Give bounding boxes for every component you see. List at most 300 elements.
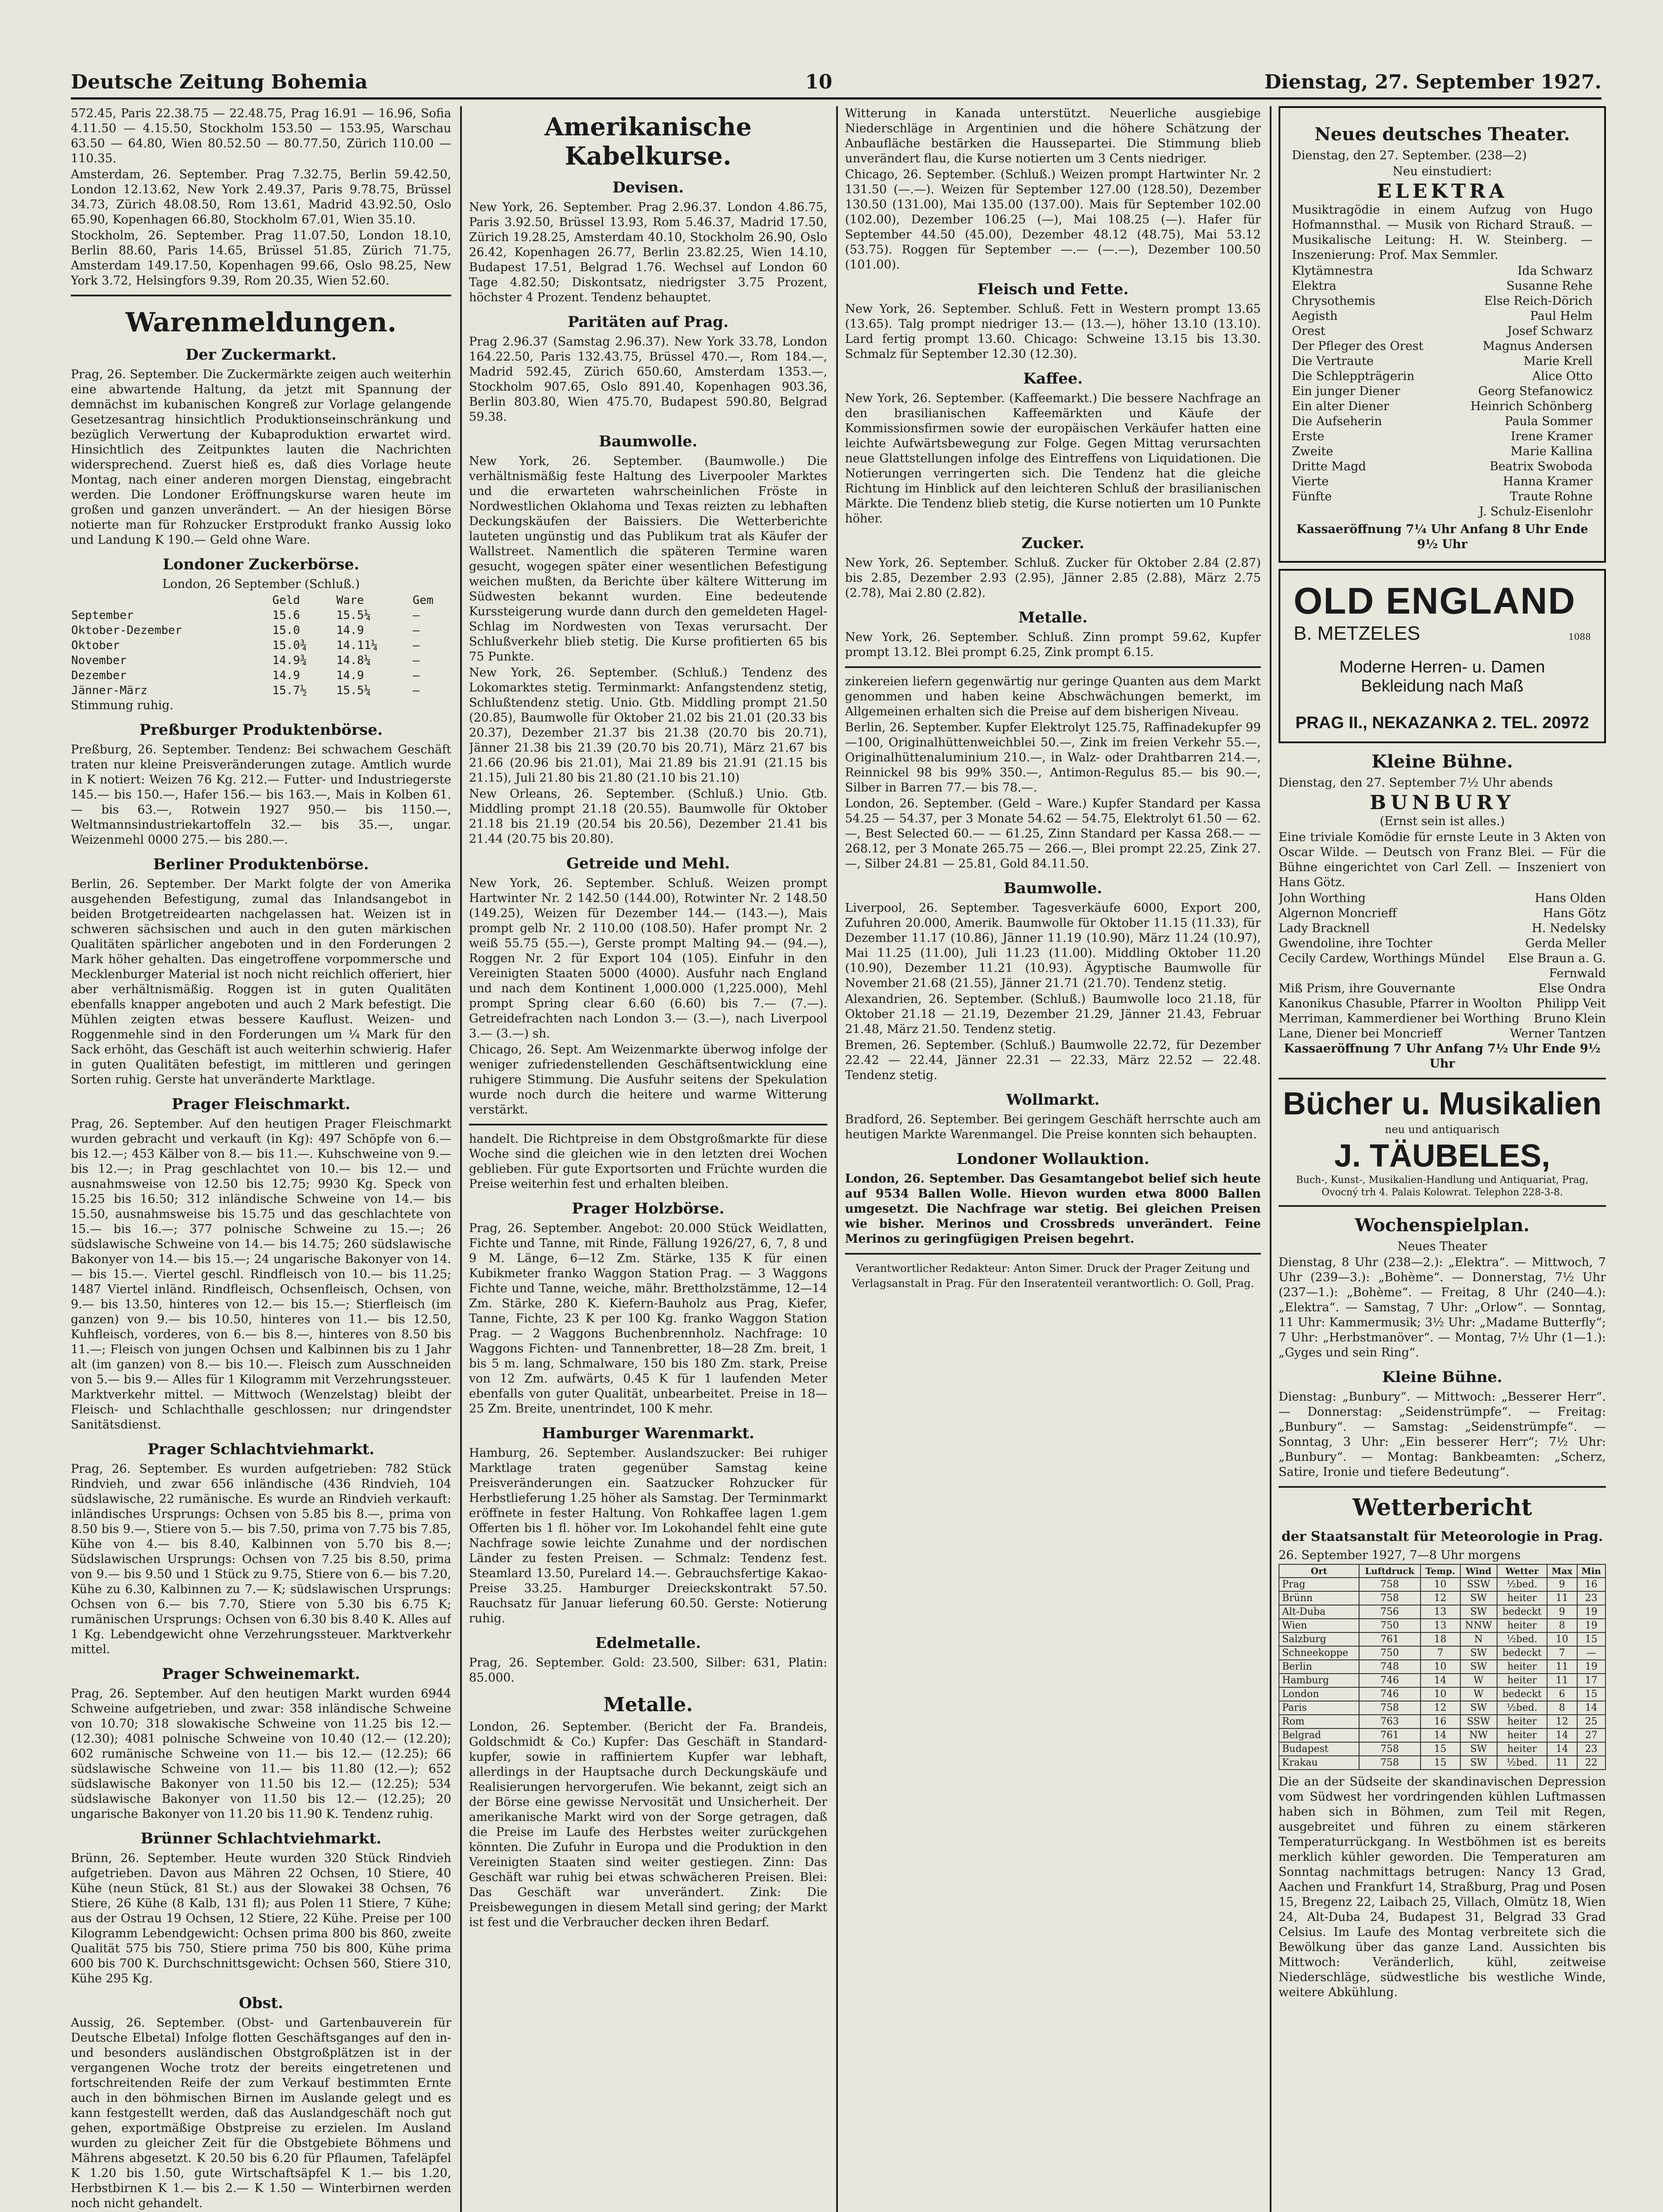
- play-description: Eine triviale Komödie für ernste Leute in 3 Akten von Oscar Wilde. — Deutsch von Franz Blei. — Für die Bühne eingerichtet von Carl Zell. — Inszeniert von Hans Götz.: [1279, 830, 1606, 889]
- theater-date: Dienstag, den 27. September 7½ Uhr abends: [1279, 776, 1553, 790]
- table-cell: heiter: [1497, 1674, 1548, 1687]
- table-cell: 22: [1577, 1756, 1605, 1770]
- table-cell: SW: [1460, 1756, 1497, 1770]
- subsection-title: Brünner Schlachtviehmarkt.: [140, 1830, 382, 1847]
- table-cell: 758: [1359, 1591, 1421, 1605]
- actor: J. Schulz-Eisenlohr: [1479, 505, 1593, 518]
- cast-row: [1292, 444, 1593, 459]
- table-row: [1279, 1619, 1605, 1632]
- table-cell: Oktober-Dezember: [71, 624, 182, 637]
- column-3: [845, 106, 1261, 2212]
- theater-announcement: [1279, 106, 1606, 563]
- table-row: [1279, 1742, 1605, 1756]
- currency-paragraph: 572.45, Paris 22.38.75 — 22.48.75, Prag 16.91 — 16.96, Sofia 4.11.50 — 4.15.50, Stockholm 153.50 — 153.95, Warschau 63.50 — 64.80, Wien 80.52.50 — 80.77.50, Zürich 110.00 — 110.35.: [71, 107, 451, 165]
- ad-owner-row: [1294, 622, 1591, 645]
- table-row: [1279, 1687, 1605, 1701]
- role: Der Pfleger des Orest: [1292, 339, 1424, 353]
- table-header-cell: Wetter: [1497, 1564, 1548, 1578]
- subsection-title: Der Zuckermarkt.: [185, 346, 337, 364]
- table-cell: NNW: [1460, 1619, 1497, 1632]
- table-row: [71, 653, 451, 668]
- table-cell: Krakau: [1279, 1756, 1359, 1770]
- table-cell: November: [71, 654, 127, 667]
- cast-row: [1279, 1011, 1606, 1026]
- cast-row: [1292, 279, 1593, 294]
- article-text: New Orleans, 26. September. (Schluß.) Unio. Gtb. Middling prompt 21.18 (20.55). Baumwolle für Oktober 21.18 bis 21.19 (20.54 bis 20.56), Dezember 21.41 bis 21.44 (20.75 bis 20.80).: [469, 787, 827, 846]
- divider: [1279, 1078, 1606, 1079]
- article-text: Berlin, 26. September. Kupfer Elektrolyt 125.75, Raffinadekupfer 99—100, Originalhüttenweichblei 50.—, Zink im freien Verkehr 55.—, Originalhüttenaluminium 210.—, in Walz- oder Drahtbarren 214.—, Reinnickel 98 bis 99% 350.—, Antimon-Regulus 85.— bis 90.—, Silber in Barren 77.— bis 78.—.: [845, 721, 1261, 795]
- table-cell: 15.7½: [272, 684, 307, 697]
- table-cell: 748: [1359, 1660, 1421, 1674]
- table-cell: Brünn: [1279, 1591, 1359, 1605]
- theater-note: Neu einstudiert:: [1392, 165, 1492, 178]
- cast-row: [1279, 966, 1606, 981]
- actor: Josef Schwarz: [1507, 324, 1593, 338]
- column-rule: [1270, 106, 1271, 2212]
- old-england-ad: [1279, 569, 1606, 743]
- cast-row: [1279, 891, 1606, 906]
- cast-row: [1279, 981, 1606, 996]
- table-cell: 15.5¼: [336, 684, 371, 697]
- table-cell: 16: [1421, 1715, 1460, 1728]
- article-text: zinkereien liefern gegenwärtig nur geringe Quanten aus dem Markt genommen und haben keine Abschwächungen bemerkt, im Allgemeinen erhalten sich die Preise auf dem bisherigen Niveau.: [845, 675, 1261, 718]
- header-date: Dienstag, 27. September 1927.: [1264, 71, 1602, 93]
- table-row: [1279, 1646, 1605, 1660]
- table-cell: 756: [1359, 1605, 1421, 1619]
- table-row: [71, 683, 451, 698]
- table-cell: SW: [1460, 1660, 1497, 1674]
- play-title: ELEKTRA: [1377, 180, 1508, 203]
- table-cell: 15.0: [272, 624, 300, 637]
- subsection-title: Zucker.: [1021, 534, 1085, 552]
- table-cell: NW: [1460, 1728, 1497, 1742]
- article-text: Prag, 26. September. Auf den heutigen Markt wurden 6944 Schweine aufgetrieben, und zwar: 358 inländische Schweine von 10.70; 318 slowakische Schweine von 11.25 bis 12.— (12.30); 4081 polnische Schweine von 10.40 (12.— (12.20); 602 rumänische Schweine von 11.— bis 12.— (12.25); 66 südslawische Schweine von 11.— bis 11.80 (12.—); 652 südslawische Bakonyer von 11.50 bis 12.— (12.25); 534 südslawische Bakonyer von 11.50 bis 12.— (12.25); 20 ungarische Bakonyer von 11.20 bis 11.90 K. Tendenz ruhig.: [71, 1687, 451, 1821]
- sugar-price-table: [71, 593, 451, 698]
- cast-row: [1292, 294, 1593, 309]
- table-cell: Oktober: [71, 639, 120, 652]
- weather-table-body: [1279, 1578, 1605, 1770]
- cast-row: [1279, 951, 1606, 966]
- table-cell: 746: [1359, 1674, 1421, 1687]
- table-cell: bedeckt: [1497, 1687, 1548, 1701]
- subsection-title: Fleisch und Fette.: [977, 280, 1129, 298]
- table-cell: 15: [1421, 1756, 1460, 1770]
- table-cell: September: [71, 609, 134, 622]
- table-cell: 14: [1577, 1701, 1605, 1715]
- role: Orest: [1292, 324, 1325, 338]
- subsection-title: der Staatsanstalt für Meteorologie in Prag.: [1281, 1529, 1603, 1544]
- subsection-title: Prager Holzbörse.: [572, 1200, 725, 1217]
- table-cell: 758: [1359, 1742, 1421, 1756]
- subsection-title: Kleine Bühne.: [1382, 1368, 1502, 1386]
- cast-row: [1292, 264, 1593, 279]
- role: Ein alter Diener: [1292, 399, 1389, 413]
- role: Ein junger Diener: [1292, 384, 1400, 398]
- article-text: New York, 26. September. Schluß. Zinn prompt 59.62, Kupfer prompt 13.12. Blei prompt 6.25, Zink prompt 6.15.: [845, 630, 1261, 659]
- theater-times: Kassaeröffnung 7 Uhr Anfang 7½ Uhr Ende 9½ Uhr: [1284, 1042, 1601, 1071]
- table-cell: 12: [1421, 1591, 1460, 1605]
- table-cell: 15.6: [272, 609, 300, 622]
- table-cell: Salzburg: [1279, 1632, 1359, 1646]
- ad-address: PRAG II., NEKAZANKA 2. TEL. 20972: [1295, 714, 1589, 732]
- column-1: [71, 106, 451, 2212]
- role: Fünfte: [1292, 490, 1332, 503]
- market-date: London, 26 September (Schluß.): [162, 577, 360, 591]
- table-cell: Paris: [1279, 1701, 1359, 1715]
- article-text: Witterung in Kanada unterstützt. Neuerliche ausgiebige Niederschläge in Argentinien und die höhere Schätzung der Anbaufläche bestärken die Haussepartei. Die Stimmung blieb unverändert flau, die Kurse notierten um 3 Cents niedriger.: [845, 107, 1261, 165]
- table-cell: heiter: [1497, 1619, 1548, 1632]
- role: Vierte: [1292, 475, 1329, 488]
- actor: Hans Götz: [1543, 906, 1606, 920]
- role: Erste: [1292, 430, 1325, 443]
- actor: Georg Stefanowicz: [1478, 384, 1593, 398]
- divider: [845, 666, 1261, 668]
- article-text: New York, 26. September. Schluß. Fett in Western prompt 13.65 (13.65). Talg prompt niedriger 13.— (13.—), höher 13.10 (13.10). Lard fertig prompt 13.60. Chicago: Schweine 13.15 bis 13.30. Schmalz für September 12.30 (12.30).: [845, 302, 1261, 361]
- article-text: New York, 26. September. Schluß. Zucker für Oktober 2.84 (2.87) bis 2.85, Dezember 2.93 (2.95), Jänner 2.85 (2.88), März 2.75 (2.78), Mai 2.80 (2.82).: [845, 556, 1261, 600]
- actor: Marie Krell: [1523, 354, 1593, 368]
- actor: Hanna Kramer: [1503, 475, 1593, 488]
- actor: Marie Kallina: [1510, 445, 1593, 458]
- subsection-title: Hamburger Warenmarkt.: [542, 1425, 755, 1442]
- role: Chrysothemis: [1292, 294, 1375, 308]
- actor: Paula Sommer: [1505, 415, 1593, 428]
- subsection-title: Prager Fleischmarkt.: [172, 1095, 350, 1113]
- table-cell: Jänner-März: [71, 684, 148, 697]
- theater-times: Kassaeröffnung 7¼ Uhr Anfang 8 Uhr Ende 9½ Uhr: [1296, 522, 1588, 551]
- actor: Beatrix Swoboda: [1490, 460, 1593, 473]
- actor: Philipp Veit: [1536, 997, 1606, 1010]
- table-cell: 750: [1359, 1646, 1421, 1660]
- table-cell: Belgrad: [1279, 1728, 1359, 1742]
- play-description: Musiktragödie in einem Aufzug von Hugo Hofmannsthal. — Musik von Richard Strauß. — Musikalische Leitung: H. W. Steinberg. — Inszenierung: Prof. Max Semmler.: [1292, 203, 1593, 262]
- table-cell: 761: [1359, 1728, 1421, 1742]
- page-header: [71, 66, 1602, 100]
- table-cell: —: [412, 669, 420, 682]
- table-row: [1279, 1591, 1605, 1605]
- subsection-title: Devisen.: [612, 179, 684, 196]
- article-text: Hamburg, 26. September. Auslandszucker: Bei ruhiger Marktlage traten gegenüber Samstag keine Preisveränderungen ein. Saatzucker Rohzucker für Herbstlieferung 1.25 höher als Samstag. Der Terminmarkt eröffnete in fester Haltung. Von Rohkaffee lagen 1.gem Offerten bis 1 fl. höher vor. Im Lokohandel fehlt eine gute Nachfrage sowie leichte Zunahme und der nordischen Länder zu festen Preisen. — Schmalz: Tendenz fest. Steamlard 13.50, Purelard 14.—. Gebrauchsfertige Kakao-Preise 33.25. Hamburger Dreieckskontrakt 57.50. Rauchsatz für Januar lieferung 60.50. Gerste: Notierung ruhig.: [469, 1446, 827, 1625]
- table-row: [1279, 1632, 1605, 1646]
- role: Elektra: [1292, 279, 1337, 293]
- ad-title: OLD ENGLAND: [1294, 580, 1576, 622]
- table-cell: 15.5¼: [336, 609, 371, 622]
- subsection-title: Metalle.: [603, 1694, 693, 1716]
- subsection-title: Kaffee.: [1023, 370, 1083, 388]
- table-cell: 6: [1547, 1687, 1577, 1701]
- table-row: [1279, 1660, 1605, 1674]
- actor: Else Braun a. G.: [1508, 952, 1606, 965]
- actor: Paul Helm: [1530, 309, 1593, 323]
- table-cell: 14.9: [336, 624, 364, 637]
- article-text: Berlin, 26. September. Der Markt folgte der von Amerika ausgehenden Befestigung, zumal das Inlandsangebot in beiden Brotgetreidearten nachgelassen hat. Weizen ist in schweren sächsischen und auch in den guten märkischen Qualitäten spärlicher angeboten und in den Forderungen 2 Mark höher gehalten. Das eingetroffene vorpommersche und Mecklenburger Material ist noch nicht reichlich offeriert, hier aber verhältnismäßig. Roggen ist in guten Qualitäten ebenfalls knapper angeboten und auch 2 Mark befestigt. Die Mühlen zeigten etwas bessere Kauflust. Weizen- und Roggenmehle sind in den Forderungen um ¼ Mark für den Sack erhöht, das Geschäft ist auch weiterhin schwierig. Hafer in guten Qualitäten befestigt, im mittleren und geringen Sorten ruhig. Gerste hat unveränderte Marktlage.: [71, 877, 451, 1087]
- table-cell: SSW: [1460, 1715, 1497, 1728]
- table-cell: —: [412, 654, 420, 667]
- table-cell: Hamburg: [1279, 1674, 1359, 1687]
- article-text: Prag, 26. September. Die Zuckermärkte zeigen auch weiterhin eine abwartende Haltung, da jetzt mit Spannung der demnächst im kubanischen Kongreß zur Vorlage gelangende Gesetzesantrag hinsichtlich Produktionseinschränkung und bezüglich Verwertung der Kubaproduktion erwartet wird. Hinsichtlich des Zeitpunktes lauten die Nachrichten widersprechend. Zuerst hieß es, daß dies Vorlage heute Montag, nach einer anderen morgen Dienstag, eingebracht werden. Die Londoner Eröffnungskurse waren heute im großen und ganzen unverändert. — An der hiesigen Börse notierte man für Rohzucker Erstprodukt franko Aussig loko und Landung K 190.— Geld ohne Ware.: [71, 368, 451, 547]
- ad-title: Bücher u. Musikalien: [1283, 1086, 1602, 1121]
- article-text: Die an der Südseite der skandinavischen Depression vom Südwest her vordringenden kühlen Luftmassen haben sich in Böhmen, zum Teil mit Regen, ausgebreitet und führen zu einem stärkeren Temperaturrückgang. In Westböhmen ist es bereits merklich kühler geworden. Die Temperaturen am Sonntag nachmittags betrugen: Nancy 13 Grad, Aachen und Frankfurt 14, Straßburg, Prag und Posen 15, Bregenz 22, Laibach 25, Villach, Olmütz 18, Wien 24, Alt-Duba 24, Budapest 31, Belgrad 33 Grad Celsius. Im Laufe des Montag verbreitete sich die Bewölkung über das ganze Land. Aussichten bis Mittwoch: Veränderlich, kühl, zeitweise Niederschläge, südwestliche bis westliche Winde, weitere Abkühlung.: [1279, 1775, 1606, 1999]
- article-text: Prag, 26. September. Auf den heutigen Prager Fleischmarkt wurden gebracht und verkauft (in Kg): 497 Schöpfe von 6.— bis 12.—; 453 Kälber von 8.— bis 11.—. Kuhschweine von 9.— bis 12.—; in Prag geschlachtet von 10.— bis 12.— und ausnahmsweise von 12.50 bis 12.75; 9930 Kg. Speck von 15.25 bis 16.50; 312 inländische Schweine von 14.— bis 15.50, ausnahmsweise bis 15.75 und das geschlachtete von 15.— bis 16.—; 377 polnische Schweine zu 15.—; 26 südslawische Schweine von 14.— bis 14.75; 260 südslawische Bakonyer von 14.— bis 15.—; 24 ungarische Bakonyer von 14.— bis 15.—. Viertel geschl. Rindfleisch von 10.— bis 11.25; 1487 Viertel inländ. Rindfleisch, Ochsenfleisch, Ochsen, von 9.— bis 13.50, hinteres von 12.— bis 15.—; Stierfleisch (im ganzen) von 9.— bis 10.50, hinteres von 11.— bis 12.50, Kuhfleisch, vorderes, von 6.— bis 8.—, hinteres von 8.50 bis 11.—; Fleisch von jungen Ochsen und Kalbinnen bis zu 1 Jahr alt (im ganzen) von 8.— bis 10.—. Fleisch zum Ausschneiden von 5.— bis 9.— Alles für 1 Kilogramm mit Verzehrungssteuer. Marktverkehr mittel. — Mittwoch (Wenzelstag) bleibt der Fleisch- und Schlachthalle geschlossen; nur dringendster Sanitätsdienst.: [71, 1117, 451, 1432]
- table-header-cell: Temp.: [1421, 1564, 1460, 1578]
- subsection-title: Londoner Zuckerbörse.: [162, 556, 360, 573]
- table-cell: 9: [1547, 1578, 1577, 1591]
- cast-row: [1292, 384, 1593, 399]
- table-cell: 10: [1421, 1578, 1460, 1591]
- article-text: London, 26. September. Das Gesamtangebot belief sich heute auf 9534 Ballen Wolle. Hievon wurden etwa 8000 Ballen umgesetzt. Die Nachfrage war stetig. Bei gleichen Preisen wie bisher. Merinos und Crossbreds unverändert. Feine Merinos zu geringfügigen Preisen begehrt.: [845, 1172, 1261, 1246]
- subsection-title: Londoner Wollauktion.: [956, 1150, 1149, 1168]
- cast-row: [1279, 936, 1606, 951]
- table-cell: ½bed.: [1497, 1578, 1548, 1591]
- column-2: [469, 106, 827, 2212]
- article-text: Chicago, 26. September. (Schluß.) Weizen prompt Hartwinter Nr. 2 131.50 (—.—). Weizen für September 127.00 (128.50), Dezember 130.50 (131.00), Mai 135.00 (137.00). Mais für September 102.00 (102.00), Dezember 106.25 (—), Mai 108.25 (—). Hafer für September 44.50 (45.00), Dezember 48.12 (48.75), Mai 53.12 (53.75). Roggen für September —.— (—.—), Dezember 100.50 (101.00).: [845, 168, 1261, 272]
- table-cell: 19: [1577, 1605, 1605, 1619]
- divider: [469, 1124, 827, 1125]
- cast-row: [1292, 489, 1593, 504]
- article-text: handelt. Die Richtpreise in dem Obstgroßmarkte für diese Woche sind die gleichen wie in den letzten drei Wochen geblieben. Für gute Exportsorten und Früchte wurden die Preise weiterhin fest und erhalten bleiben.: [469, 1132, 827, 1191]
- ad-line: Moderne Herren- u. Damen: [1339, 658, 1545, 676]
- ad-description: Buch-, Kunst-, Musikalien-Handlung und Antiquariat, Prag, Ovocný trh 4. Palais Kolowrat. Telephon 228-3-8.: [1296, 1175, 1589, 1198]
- role: Merriman, Kammerdiener bei Worthing: [1279, 1012, 1520, 1025]
- actor: Magnus Andersen: [1482, 339, 1593, 353]
- article-text: Dienstag, 8 Uhr (238—2.): „Elektra“. — Mittwoch, 7 Uhr (239—3.): „Bohème“. — Donnerstag, 7½ Uhr (237—1.): „Bohème“. — Freitag, 8 Uhr (240—4.): „Elektra“. — Samstag, 7 Uhr: „Orlow“. — Sonntag, 11 Uhr: Kammermusik; 3½ Uhr: „Madame Butterfly“; 7 Uhr: „Herbstmanöver“. — Montag, 7½ Uhr (1—1.): „Gyges und sein Ring“.: [1279, 1256, 1606, 1359]
- table-cell: W: [1460, 1674, 1497, 1687]
- cast-row: [1292, 369, 1593, 384]
- table-header-cell: Ort: [1279, 1564, 1359, 1578]
- column-rule: [460, 106, 462, 2212]
- table-header-row: [71, 593, 451, 608]
- ad-line: Bekleidung nach Maß: [1361, 677, 1524, 695]
- role: Die Vertraute: [1292, 354, 1374, 368]
- table-cell: 11: [1547, 1674, 1577, 1687]
- table-cell: 14: [1547, 1728, 1577, 1742]
- table-row: [1279, 1715, 1605, 1728]
- table-cell: 15: [1577, 1687, 1605, 1701]
- subsection-title: Obst.: [238, 1994, 284, 2012]
- role: Algernon Moncrieff: [1279, 906, 1397, 920]
- table-row: [71, 623, 451, 638]
- table-cell: 15.0¾: [272, 639, 307, 652]
- table-cell: 14.9¾: [272, 654, 307, 667]
- table-cell: Wien: [1279, 1619, 1359, 1632]
- subsection-title: Edelmetalle.: [595, 1634, 701, 1652]
- actor: Ida Schwarz: [1517, 264, 1593, 278]
- table-cell: 15: [1421, 1742, 1460, 1756]
- role: John Worthing: [1279, 891, 1366, 905]
- cast-row: [1292, 474, 1593, 489]
- play-subtitle: (Ernst sein ist alles.): [1379, 814, 1505, 828]
- subsection-title: Berliner Produktenbörse.: [153, 856, 369, 873]
- article-text: Dienstag: „Bunbury“. — Mittwoch: „Besserer Herr“. — Donnerstag: „Seidenstrümpfe“. — Freitag: „Bunbury“. — Samstag: „Seidenstrümpfe“. — Sonntag, 3 Uhr: „Ein besserer Herr“; 7½ Uhr: „Bunbury“. — Montag: Bankbeamten: „Scherz, Satire, Ironie und tiefere Bedeutung“.: [1279, 1390, 1606, 1479]
- cast-list: [1279, 891, 1606, 1041]
- table-cell: heiter: [1497, 1728, 1548, 1742]
- role: Miß Prism, ihre Gouvernante: [1279, 982, 1456, 995]
- imprint: Verantwortlicher Redakteur: Anton Simer. Druck der Prager Zeitung und Verlagsanstalt in Prag. Für den Inseratenteil verantwortlich: O. Goll, Prag.: [852, 1262, 1254, 1290]
- cast-row: [1279, 1026, 1606, 1041]
- table-row: [1279, 1756, 1605, 1770]
- ad-name: J. TÄUBELES,: [1334, 1138, 1551, 1174]
- table-cell: —: [1577, 1646, 1605, 1660]
- table-cell: 14.9: [272, 669, 300, 682]
- currency-paragraph: Stockholm, 26. September. Prag 11.07.50, London 18.10, Berlin 88.60, Paris 14.65, Brüssel 51.85, Zürich 71.75, Amsterdam 149.17.50, Kopenhagen 99.66, Oslo 98.25, New York 3.72, Helsingfors 9.39, Rom 20.35, Wien 52.60.: [71, 229, 451, 288]
- table-cell: —: [412, 609, 420, 622]
- article-text: Bradford, 26. September. Bei geringem Geschäft herrschte auch am heutigen Markte Warenmangel. Die Preise konnten sich behaupten.: [845, 1113, 1261, 1141]
- subsection-title: Wochenspielplan.: [1355, 1215, 1530, 1236]
- table-header-row: [1279, 1564, 1605, 1578]
- table-row: [1279, 1578, 1605, 1591]
- table-row: [1279, 1674, 1605, 1687]
- table-header-cell: Max: [1547, 1564, 1577, 1578]
- divider: [845, 1253, 1261, 1255]
- actor: Else Ondra: [1538, 982, 1606, 995]
- table-cell: 17: [1577, 1674, 1605, 1687]
- ad-subtitle: neu und antiquarisch: [1385, 1123, 1500, 1136]
- table-cell: heiter: [1497, 1660, 1548, 1674]
- table-cell: 19: [1577, 1660, 1605, 1674]
- column-rule: [836, 106, 838, 2212]
- actor: Traute Rohne: [1509, 490, 1593, 503]
- role: Die Aufseherin: [1292, 415, 1382, 428]
- table-cell: SSW: [1460, 1578, 1497, 1591]
- table-cell: Dezember: [71, 669, 127, 682]
- theater-title: Neues deutsches Theater.: [1314, 124, 1570, 145]
- theater-date: Dienstag, den 27. September. (238—2): [1292, 149, 1527, 162]
- table-cell: 15: [1577, 1632, 1605, 1646]
- section-title: Warenmeldungen.: [125, 307, 397, 338]
- table-cell: 14.11¼: [336, 639, 378, 652]
- actor: Susanne Rehe: [1506, 279, 1593, 293]
- table-cell: 758: [1359, 1701, 1421, 1715]
- table-cell: 23: [1577, 1742, 1605, 1756]
- role: Lane, Diener bei Moncrieff: [1279, 1027, 1442, 1041]
- table-cell: 12: [1421, 1701, 1460, 1715]
- role: Cecily Cardew, Worthings Mündel: [1279, 952, 1485, 965]
- article-text: Prag, 26. September. Angebot: 20.000 Stück Weidlatten, Fichte und Tanne, mit Rinde, Fällung 1926/27, 6, 7, 8 und 9 M. Länge, 6—12 Zm. Stärke, 135 K für einen Kubikmeter franko Waggon Station Prag. — 3 Waggons Fichte und Tanne, weiche, mähr. Brettholzstämme, 12—14 Zm. Stärke, 280 K. Kiefern-Bauholz aus Prag, Kiefer, Tanne, Fichte, 23 K per 100 Kg. franko Waggon Station Prag. — 2 Waggons Buchenbrennholz. Nachfrage: 10 Waggons Fichten- und Tannenbretter, 18—28 Zm. breit, 1 bis 5 m. lang, Schmalware, 150 bis 180 Zm. stark, Preise von 12 Zm. aufwärts, 0.45 K für 1 laufenden Meter ebenfalls von guter Qualität, unbearbeitet. Preise in 18—25 Zm. Breite, unentrindet, 100 K mehr.: [469, 1221, 827, 1416]
- table-header-cell: Ware: [336, 594, 364, 607]
- table-row: [71, 638, 451, 653]
- cast-row: [1292, 354, 1593, 369]
- table-cell: 19: [1577, 1619, 1605, 1632]
- cast-row: [1279, 996, 1606, 1011]
- cast-row: [1292, 504, 1593, 519]
- play-title: BUNBURY: [1370, 791, 1515, 814]
- currency-paragraph: Amsterdam, 26. September. Prag 7.32.75, Berlin 59.42.50, London 12.13.62, New York 2.49.37, Paris 9.78.75, Brüssel 34.73, Zürich 48.08.50, Rom 13.61, Madrid 43.92.50, Oslo 65.90, Kopenhagen 66.80, Stockholm 67.01, Wien 35.10.: [71, 168, 451, 227]
- table-cell: 27: [1577, 1728, 1605, 1742]
- actor: Else Reich-Dörich: [1484, 294, 1593, 308]
- article-text: New York, 26. September. (Schluß.) Tendenz des Lokomarktes stetig. Terminmarkt: Anfangstendenz stetig, Schlußtendenz stetig. Unio. Gtb. Middling prompt 21.50 (20.85), Baumwolle für Oktober 21.02 bis 21.01 (20.33 bis 20.37), Dezember 21.37 bis 21.38 (20.70 bis 20.71), Jänner 21.38 bis 21.39 (20.70 bis 20.71), März 21.67 bis 21.66 (20.96 bis 21.01), Mai 21.89 bis 21.91 (21.15 bis 21.15), Juli 21.80 bis 21.80 (21.10 bis 21.10): [469, 666, 827, 785]
- article-text: New York, 26. September. (Kaffeemarkt.) Die bessere Nachfrage an den brasilianischen Kaffeemärkten und Käufe der Kommissionsfirmen sowie der europäischen Verkäufer hatten eine leichte Aufwärtsbewegung zur Folge. Gegen Mittag verursachten neue Glattstellungen infolge des Eintreffens von Liquidationen. Die Notierungen verringerten sich. Die Tendenz hat die gleiche Richtung im Hinblick auf den leichteren Schluß der brasilianischen Märkte. Die Tendenz blieb stetig, die Kurse notierten um 10 Punkte höher.: [845, 392, 1261, 526]
- article-text: Liverpool, 26. September. Tagesverkäufe 6000, Export 200, Zufuhren 20.000, Amerik. Baumwolle für Oktober 11.15 (11.33), für Dezember 11.17 (10.86), Jänner 11.19 (10.90), März 11.24 (10.97), Mai 11.25 (11.00), Juli 11.23 (11.00). Middling Oktober 11.20 (10.90), Dezember 11.21 (10.93). Ägyptische Baumwolle für November 21.68 (21.55), Jänner 21.71 (21.70). Tendenz stetig.: [845, 901, 1261, 990]
- table-cell: 761: [1359, 1632, 1421, 1646]
- table-cell: 14: [1421, 1728, 1460, 1742]
- subsection-title: Prager Schlachtviehmarkt.: [147, 1440, 375, 1458]
- table-row: [71, 668, 451, 683]
- spielplan-sub: Neues Theater: [1397, 1240, 1487, 1253]
- table-cell: 750: [1359, 1619, 1421, 1632]
- article-text: London, 26. September. (Geld – Ware.) Kupfer Standard per Kassa 54.25 — 54.37, per 3 Monate 54.62 — 54.75, Elektrolyt 61.50 — 62.—, Best Selected 60.— — 61.25, Zinn Standard per Kassa 268.— — 268.12, per 3 Monate 265.75 — 266.—, Blei prompt 22.25, Zink 27.—, Silber 24.81 — 25.81, Gold 84.11.50.: [845, 797, 1261, 871]
- table-cell: SW: [1460, 1646, 1497, 1660]
- table-cell: 758: [1359, 1756, 1421, 1770]
- section-title: Amerikanische Kabelkurse.: [544, 112, 752, 171]
- article-text: Aussig, 26. September. (Obst- und Gartenbauverein für Deutsche Elbetal) Infolge flotten Geschäftsganges auf den in- und besonders ausländischen Obstgroßplätzen ist in der vergangenen Woche trotz der bereits eingetretenen und fortschreitenden Reife der zum Verkauf bestimmten Ernte auch in den böhmischen Birnen im Auslande gelegt und es kann festgestellt werden, daß das Auslandgeschäft noch gut gehen, exportmäßige Obstpreise zu erzielen. Im Ausland wurden zu gleicher Zeit für die Obstgebiete Böhmens und Mährens abgesetzt. K 20.50 bis 6.20 für Pflaumen, Tafeläpfel K 1.20 bis 1.50, gute Wirtschaftsäpfel K 1.— bis 1.20, Herbstbirnen K 1.— bis 2.— K 1.50 — Winterbirnen werden noch nicht gehandelt.: [71, 2016, 451, 2210]
- role: Aegisth: [1292, 309, 1338, 323]
- ad-owner: B. METZELES: [1294, 622, 1421, 644]
- table-cell: —: [412, 639, 420, 652]
- table-cell: Budapest: [1279, 1742, 1359, 1756]
- table-header-cell: [71, 593, 272, 608]
- article-text: London, 26. September. (Bericht der Fa. Brandeis, Goldschmidt & Co.) Kupfer: Das Geschäft in Standard-kupfer, sowie in raffiniertem Kupfer war lebhaft, allerdings in der Hauptsache durch Deckungskäufe und Realisierungen hervorgerufen. Wie bekannt, zeigt sich an der Börse eine gewisse Nervosität und Unsicherheit. Der amerikanische Markt wird von der Sorge getragen, daß die Preise im Laufe des Herbstes weiter zurückgehen könnten. Die Zufuhr in Europa und die Produktion in den Vereinigten Staaten sind weiter gestiegen. Zinn: Das Geschäft war ruhig bei etwas schwächeren Preisen. Blei: Das Geschäft war unverändert. Zink: Die Preisbewegungen in diesem Metall sind gering; der Markt ist fest und die Verbraucher decken ihren Bedarf.: [469, 1720, 827, 1929]
- divider: [1279, 1205, 1606, 1207]
- table-cell: ½bed.: [1497, 1756, 1548, 1770]
- actor: Gerda Meller: [1525, 937, 1606, 950]
- table-cell: SW: [1460, 1742, 1497, 1756]
- table-cell: bedeckt: [1497, 1605, 1548, 1619]
- cast-row: [1292, 429, 1593, 444]
- cast-row: [1292, 459, 1593, 474]
- role: Gwendoline, ihre Tochter: [1279, 937, 1433, 950]
- table-cell: Schneekoppe: [1279, 1646, 1359, 1660]
- table-cell: 763: [1359, 1715, 1421, 1728]
- table-cell: 13: [1421, 1619, 1460, 1632]
- article-text: New York, 26. September. (Baumwolle.) Die verhältnismäßig feste Haltung des Liverpooler Marktes und die erwarteten wahrscheinlichen Fröste in Nordwestlichen Oklahoma und Texas reizten zu lebhaften Deckungskäufen der Baissiers. Die Wetterberichte lauteten ungünstig und das Publikum trat als Käufer der Wallstreet. Namentlich die späteren Termine waren gesucht, wogegen später einer wesentlichen Befestigung weichen mußten, da Berichte über kältere Witterung im Südwesten bekannt wurden. Eine bedeutende Kurssteigerung wurde dann durch den gemeldeten Hagel-Schlag im Nordwesten von Texas verursacht. Der Schlußverkehr blieb stetig. Die Kurse profitierten 65 bis 75 Punkte.: [469, 454, 827, 664]
- table-row: [1279, 1605, 1605, 1619]
- role: Dritte Magd: [1292, 460, 1366, 473]
- table-cell: Prag: [1279, 1578, 1359, 1591]
- table-cell: 8: [1547, 1701, 1577, 1715]
- table-cell: —: [412, 684, 420, 697]
- table-cell: 12: [1547, 1715, 1577, 1728]
- role: Zweite: [1292, 445, 1333, 458]
- table-cell: Alt-Duba: [1279, 1605, 1359, 1619]
- table-cell: heiter: [1497, 1591, 1548, 1605]
- subsection-title: Baumwolle.: [1003, 879, 1102, 897]
- table-cell: 9: [1547, 1605, 1577, 1619]
- divider: [71, 295, 451, 296]
- table-cell: SW: [1460, 1591, 1497, 1605]
- table-header-cell: Wind: [1460, 1564, 1497, 1578]
- table-cell: heiter: [1497, 1715, 1548, 1728]
- table-cell: W: [1460, 1687, 1497, 1701]
- subsection-title: Getreide und Mehl.: [566, 855, 730, 872]
- table-cell: 23: [1577, 1591, 1605, 1605]
- weather-table: [1279, 1564, 1606, 1770]
- table-cell: 25: [1577, 1715, 1605, 1728]
- cast-row: [1292, 414, 1593, 429]
- role: Klytämnestra: [1292, 264, 1373, 278]
- actor: Bruno Klein: [1533, 1012, 1606, 1025]
- actor: Werner Tantzen: [1509, 1027, 1606, 1041]
- subsection-title: Paritäten auf Prag.: [568, 313, 729, 331]
- subsection-title: Metalle.: [1018, 609, 1088, 626]
- column-4: [1279, 106, 1606, 2212]
- table-cell: Rom: [1279, 1715, 1359, 1728]
- table-cell: 10: [1421, 1687, 1460, 1701]
- article-text: New York, 26. September. Schluß. Weizen prompt Hartwinter Nr. 2 142.50 (144.00), Rotwinter Nr. 2 148.50 (149.25), Weizen für Dezember 144.— (143.—), Mais prompt gelb Nr. 2 110.00 (108.50). Hafer prompt Nr. 2 weiß 55.75 (55.—), Gerste prompt Malting 94.— (94.—), Roggen Nr. 2 für Export 104 (105). Einfuhr in den Vereinigten Staaten 5000 (4000). Ausfuhr nach England und nach dem Kontinent 1,000.000 (1,225.000), Mehl prompt Spring clear 6.60 (6.60) bis 7.— (7.—). Getreidefrachten nach London 3.— (3.—), nach Liverpool 3.— (3.—) sh.: [469, 876, 827, 1041]
- cast-row: [1292, 339, 1593, 354]
- table-cell: 758: [1359, 1578, 1421, 1591]
- article-text: Alexandrien, 26. September. (Schluß.) Baumwolle loco 21.18, für Oktober 21.18 — 21.19, Dezember 21.29, Jänner 21.43, Februar 21.48, März 21.50. Tendenz stetig.: [845, 992, 1261, 1036]
- table-cell: Berlin: [1279, 1660, 1359, 1674]
- role: Lady Bracknell: [1279, 922, 1370, 935]
- article-text: Prag, 26. September. Gold: 23.500, Silber: 631, Platin: 85.000.: [469, 1656, 827, 1685]
- market-mood: Stimmung ruhig.: [71, 699, 174, 712]
- table-cell: 746: [1359, 1687, 1421, 1701]
- table-cell: 10: [1421, 1660, 1460, 1674]
- article-text: Chicago, 26. Sept. Am Weizenmarkte überwog infolge der weniger zufriedenstellenden Geschäftsentwicklung eine ruhigere Stimmung. Die Ausfuhr seitens der Spekulation wurde noch durch die heitere und warme Witterung verstärkt.: [469, 1043, 827, 1117]
- table-cell: London: [1279, 1687, 1359, 1701]
- subsection-title: Baumwolle.: [599, 433, 698, 450]
- table-cell: 11: [1547, 1756, 1577, 1770]
- table-cell: 14: [1547, 1742, 1577, 1756]
